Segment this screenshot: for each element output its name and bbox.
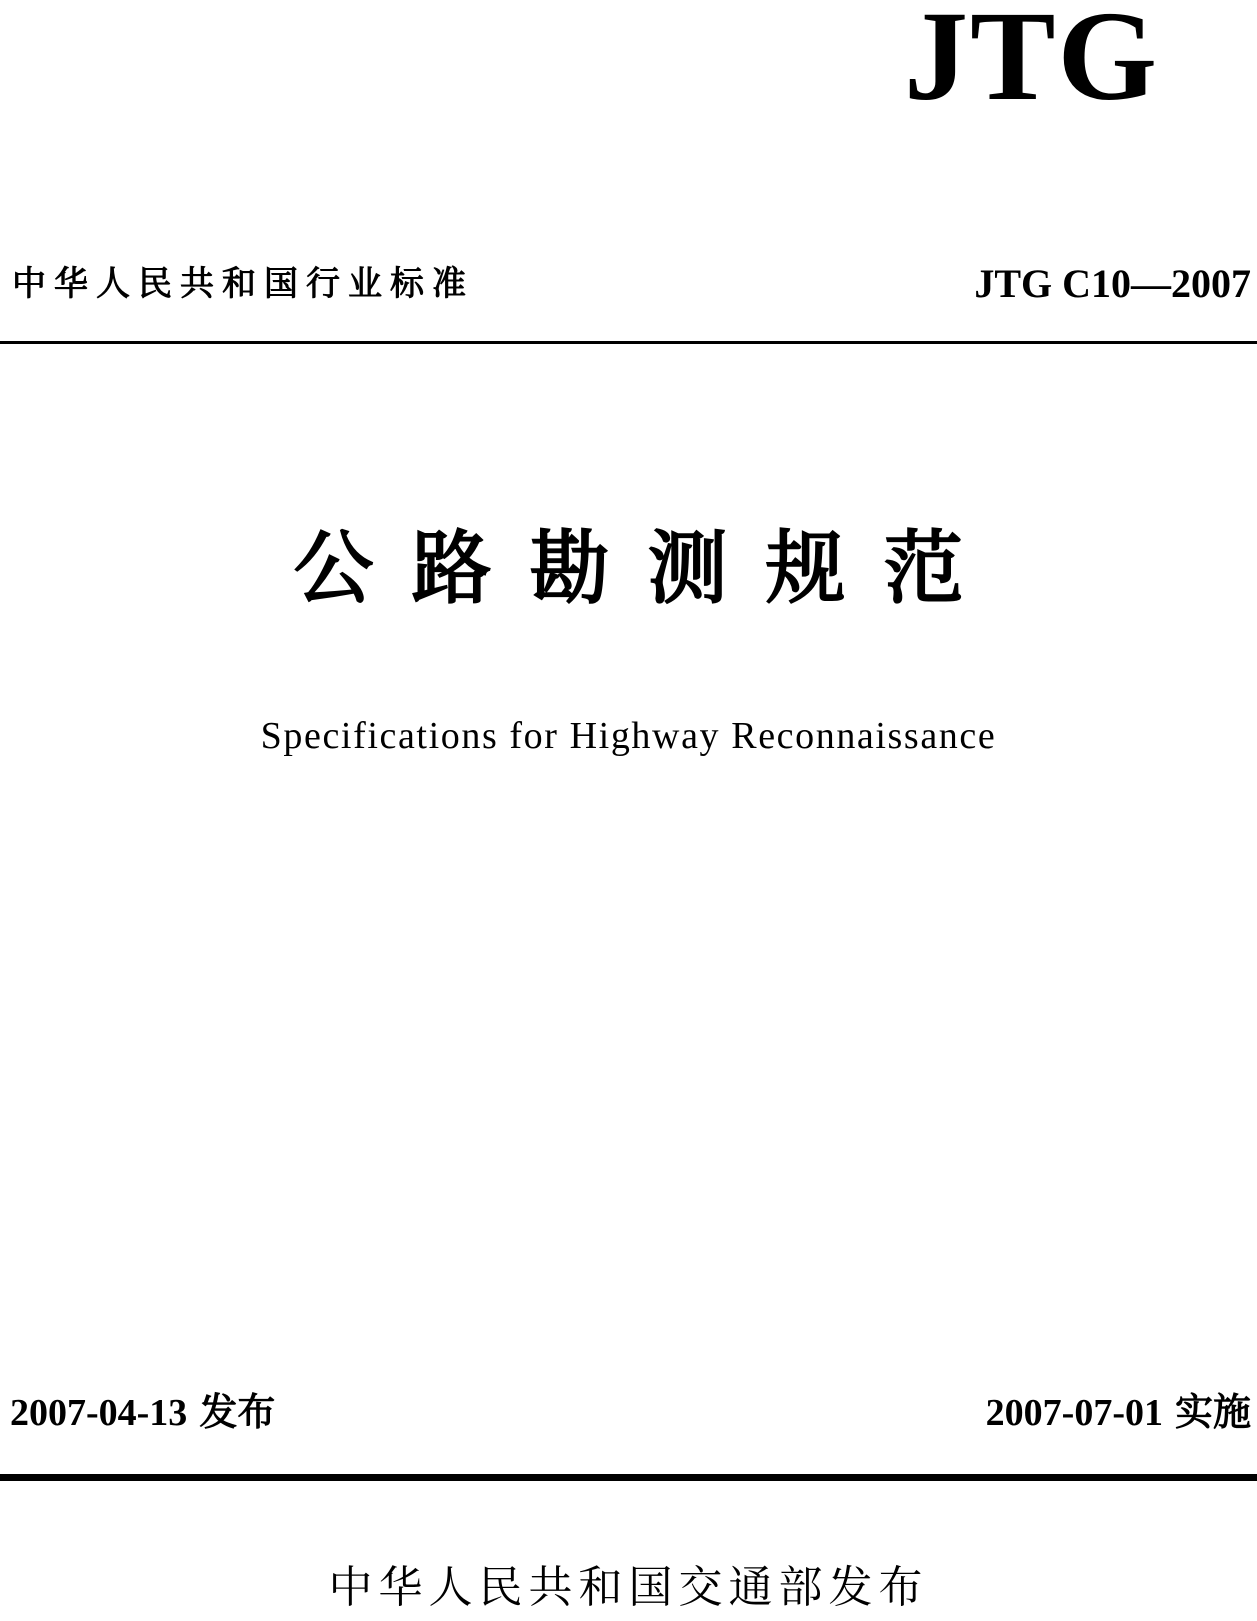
footer-divider [0,1474,1257,1481]
standard-category: 中华人民共和国行业标准 [12,264,474,304]
effective-date [986,1388,1251,1437]
document-title-english: Specifications for Highway Reconnaissance [260,715,997,757]
effective-date-value: 2007-07-01 [985,1392,1163,1434]
header-divider [0,341,1257,344]
release-date [10,1388,275,1437]
effective-label: 实施 [1174,1390,1251,1434]
release-date-value: 2007-04-13 [10,1392,188,1434]
jtg-logo: JTG [904,0,1159,127]
standard-number: JTG C10—2007 [974,261,1251,306]
release-label: 发布 [199,1390,276,1434]
publisher: 中华人民共和国交通部发布 [328,1562,929,1613]
document-title-chinese: 公路勘测规范 [293,521,1002,615]
